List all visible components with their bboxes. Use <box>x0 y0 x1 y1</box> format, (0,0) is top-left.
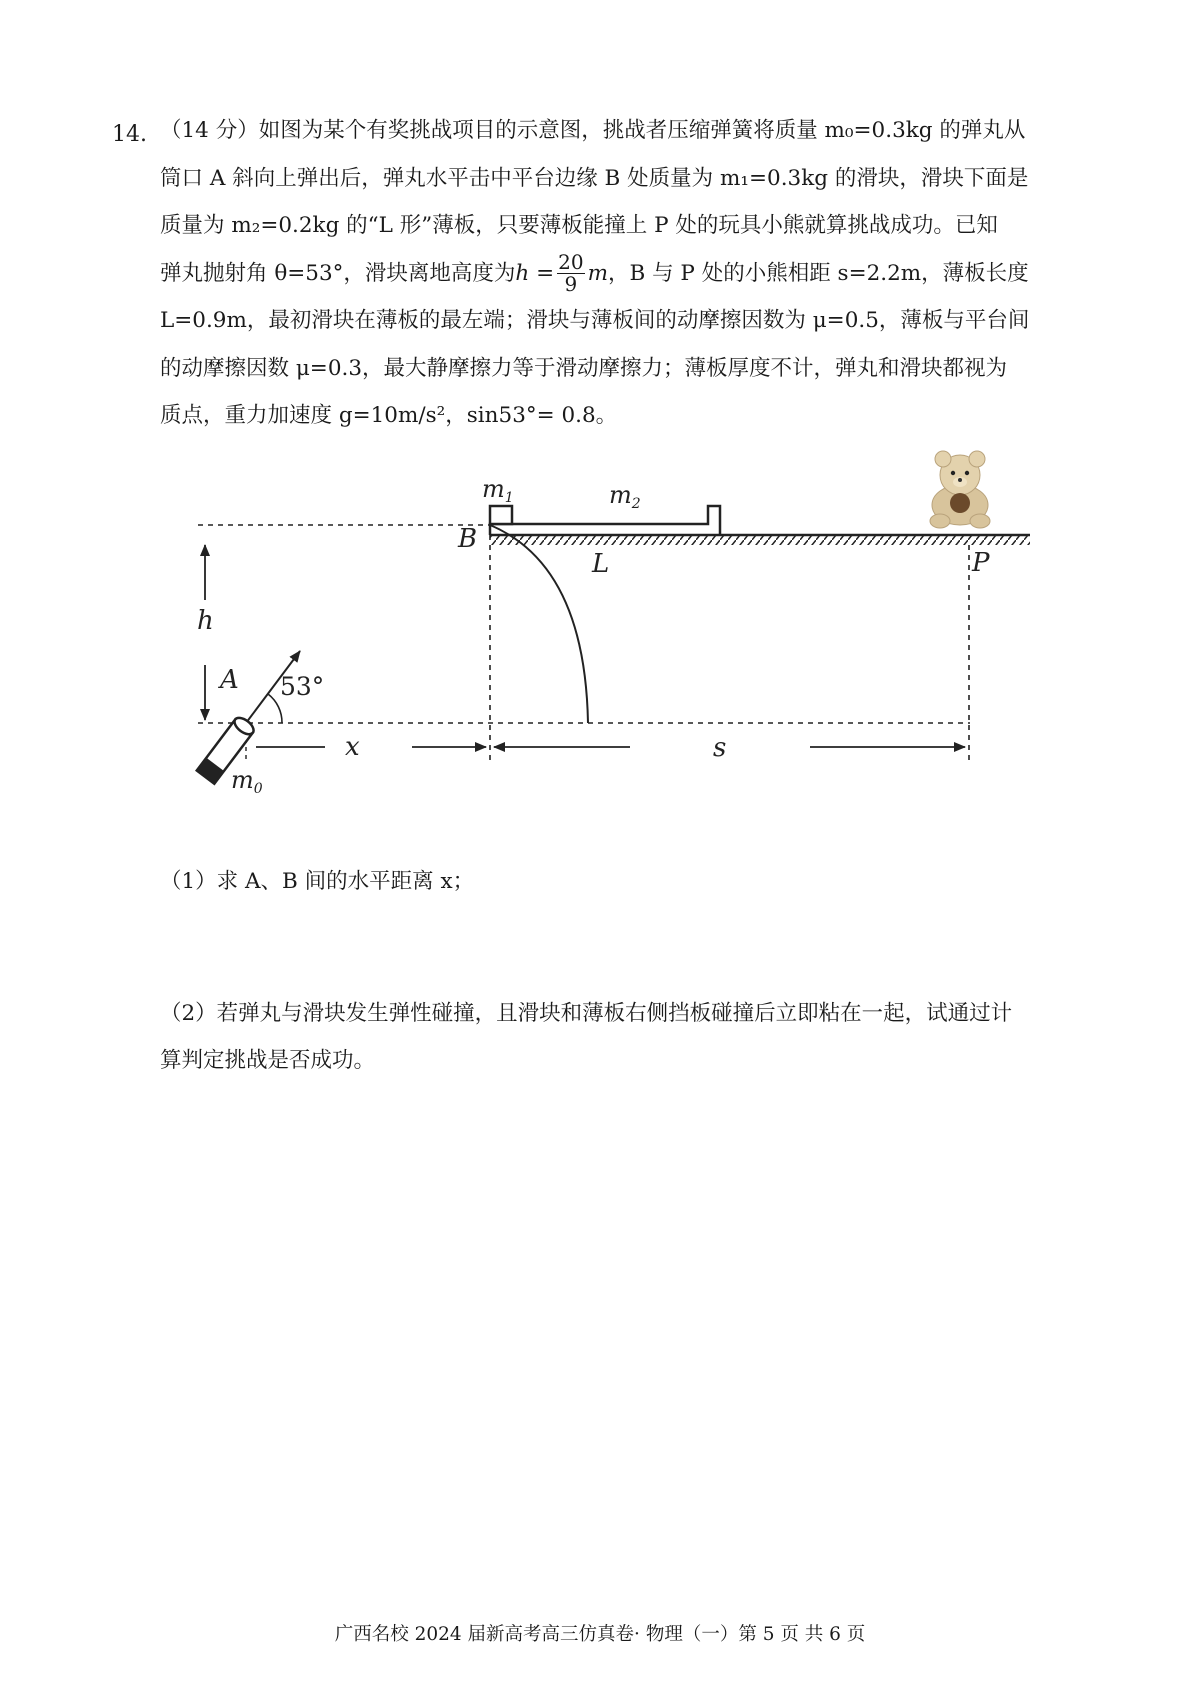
stem-line-4-tail: ，B 与 P 处的小熊相距 s=2.2m，薄板长度 <box>607 260 1029 286</box>
label-angle: 53° <box>280 672 325 701</box>
slider-block <box>490 506 512 524</box>
h-formula-unit: m <box>587 260 608 286</box>
label-h: h <box>197 606 214 636</box>
sub-question-2-line-1: （2）若弹丸与滑块发生弹性碰撞，且滑块和薄板右侧挡板碰撞后立即粘在一起，试通过计 <box>160 1001 1013 1026</box>
stem-line-3: 质量为 m₂=0.2kg 的“L 形”薄板，只要薄板能撞上 P 处的玩具小熊就算挑战成功。已知 <box>160 213 998 238</box>
h-formula-numerator: 20 <box>558 250 584 274</box>
page-footer: 广西名校 2024 届新高考高三仿真卷· 物理（一）第 5 页 共 6 页 <box>334 1624 866 1645</box>
sub-question-1: （1）求 A、B 间的水平距离 x； <box>160 869 475 894</box>
question-number: 14. <box>112 122 147 147</box>
h-formula-lhs: h = <box>515 260 555 286</box>
label-p: P <box>972 548 990 578</box>
physics-diagram <box>0 0 1200 830</box>
stem-line-2: 筒口 A 斜向上弹出后，弹丸水平击中平台边缘 B 处质量为 m₁=0.3kg 的滑块，滑块下面是 <box>160 165 1029 191</box>
teddy-bear-icon <box>930 451 990 528</box>
label-x: x <box>345 732 360 762</box>
label-a: A <box>220 665 239 695</box>
stem-line-4-head: 弹丸抛射角 θ=53°，滑块离地高度为 <box>160 260 516 286</box>
l-shaped-plate <box>490 506 720 535</box>
label-m0: $m_0$ <box>231 766 263 797</box>
sub-question-2-line-2: 算判定挑战是否成功。 <box>160 1048 376 1073</box>
stem-line-5: L=0.9m，最初滑块在薄板的最左端；滑块与薄板间的动摩擦因数为 μ=0.5，薄板与平台间 <box>160 308 1030 333</box>
label-s: s <box>713 733 727 763</box>
label-l: L <box>592 549 610 579</box>
label-b: B <box>458 524 478 554</box>
label-m2: $m_2$ <box>609 481 641 512</box>
label-m1: $m_1$ <box>482 475 514 506</box>
platform-hatching <box>490 536 1030 545</box>
trajectory-curve <box>490 525 588 723</box>
sub-question-2 <box>160 990 1120 1084</box>
h-formula-denominator: 9 <box>564 272 578 296</box>
stem-line-1: （14 分）如图为某个有奖挑战项目的示意图，挑战者压缩弹簧将质量 m₀=0.3kg 的弹丸从 <box>160 118 1026 143</box>
stem-line-7: 质点，重力加速度 g=10m/s²，sin53°= 0.8。 <box>160 403 618 428</box>
stem-line-6: 的动摩擦因数 μ=0.3，最大静摩擦力等于滑动摩擦力；薄板厚度不计，弹丸和滑块都视为 <box>160 355 1008 381</box>
